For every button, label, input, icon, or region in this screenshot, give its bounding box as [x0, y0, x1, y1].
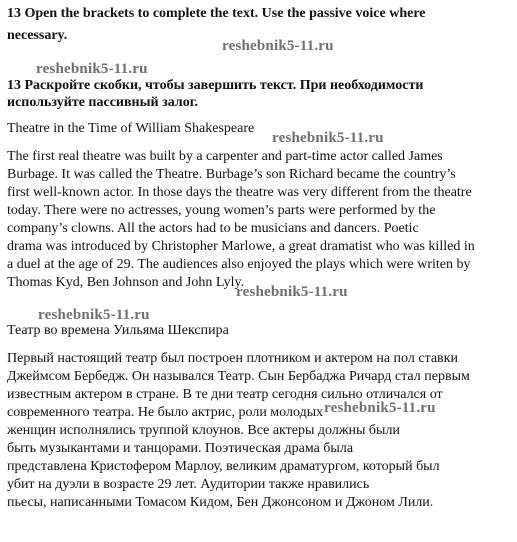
- watermark: reshebnik5-11.ru: [222, 38, 334, 54]
- watermark: reshebnik5-11.ru: [272, 130, 384, 146]
- exercise-heading-ru-line-2: используйте пассивный залог.: [7, 95, 198, 110]
- watermark: reshebnik5-11.ru: [236, 284, 348, 300]
- russian-line: убит на дуэли в возрасте 29 лет. Аудитории также нравились: [7, 477, 370, 492]
- russian-line: известным актером в стране. В те дни театр сегодня сильно отличался от: [7, 387, 443, 402]
- russian-line: современного театра. Не было актрис, роли молодых: [7, 405, 324, 420]
- english-line: drama was introduced by Christopher Marlowe, a great dramatist who was killed in: [7, 239, 475, 254]
- english-title: Theatre in the Time of William Shakespeare: [7, 121, 255, 136]
- english-line: today. There were no actresses, young women’s parts were performed by the: [7, 203, 436, 218]
- english-line: Burbage. It was called the Theatre. Burbage’s son Richard became the country’s: [7, 167, 456, 182]
- watermark: reshebnik5-11.ru: [38, 307, 150, 323]
- exercise-heading-en-line-1: 13 Open the brackets to complete the text. Use the passive voice where: [7, 6, 426, 21]
- exercise-heading-en-line-2: necessary.: [7, 28, 68, 43]
- english-line: first well-known actor. In those days the theatre was very different from the theatre: [7, 185, 472, 200]
- english-line: Thomas Kyd, Ben Johnson and John Lyly.: [7, 275, 245, 290]
- russian-line: Первый настоящий театр был построен плотником и актером на пол ставки: [7, 351, 458, 366]
- russian-line: представлена Кристофером Марлоу, великим драматургом, который был: [7, 459, 440, 474]
- watermark: reshebnik5-11.ru: [324, 400, 436, 416]
- russian-title: Театр во времена Уильяма Шекспира: [7, 323, 229, 338]
- russian-line: пьесы, написанными Томасом Кидом, Бен Джонсоном и Джоном Лили.: [7, 495, 434, 510]
- watermark: reshebnik5-11.ru: [36, 61, 148, 77]
- english-line: The first real theatre was built by a carpenter and part-time actor called James: [7, 149, 443, 164]
- russian-line: Джеймсом Бербедж. Он назывался Театр. Сын Бербаджа Ричард стал первым: [7, 369, 470, 384]
- exercise-heading-ru-line-1: 13 Раскройте скобки, чтобы завершить текст. При необходимости: [7, 78, 424, 93]
- russian-line: быть музыкантами и танцорами. Поэтическая драма была: [7, 441, 354, 456]
- english-line: a duel at the age of 29. The audiences also enjoyed the plays which were writen by: [7, 257, 471, 272]
- english-line: company’s clowns. All the actors had to be musicians and dancers. Poetic: [7, 221, 419, 236]
- russian-line: женщин исполнялись труппой клоунов. Все актеры должны были: [7, 423, 400, 438]
